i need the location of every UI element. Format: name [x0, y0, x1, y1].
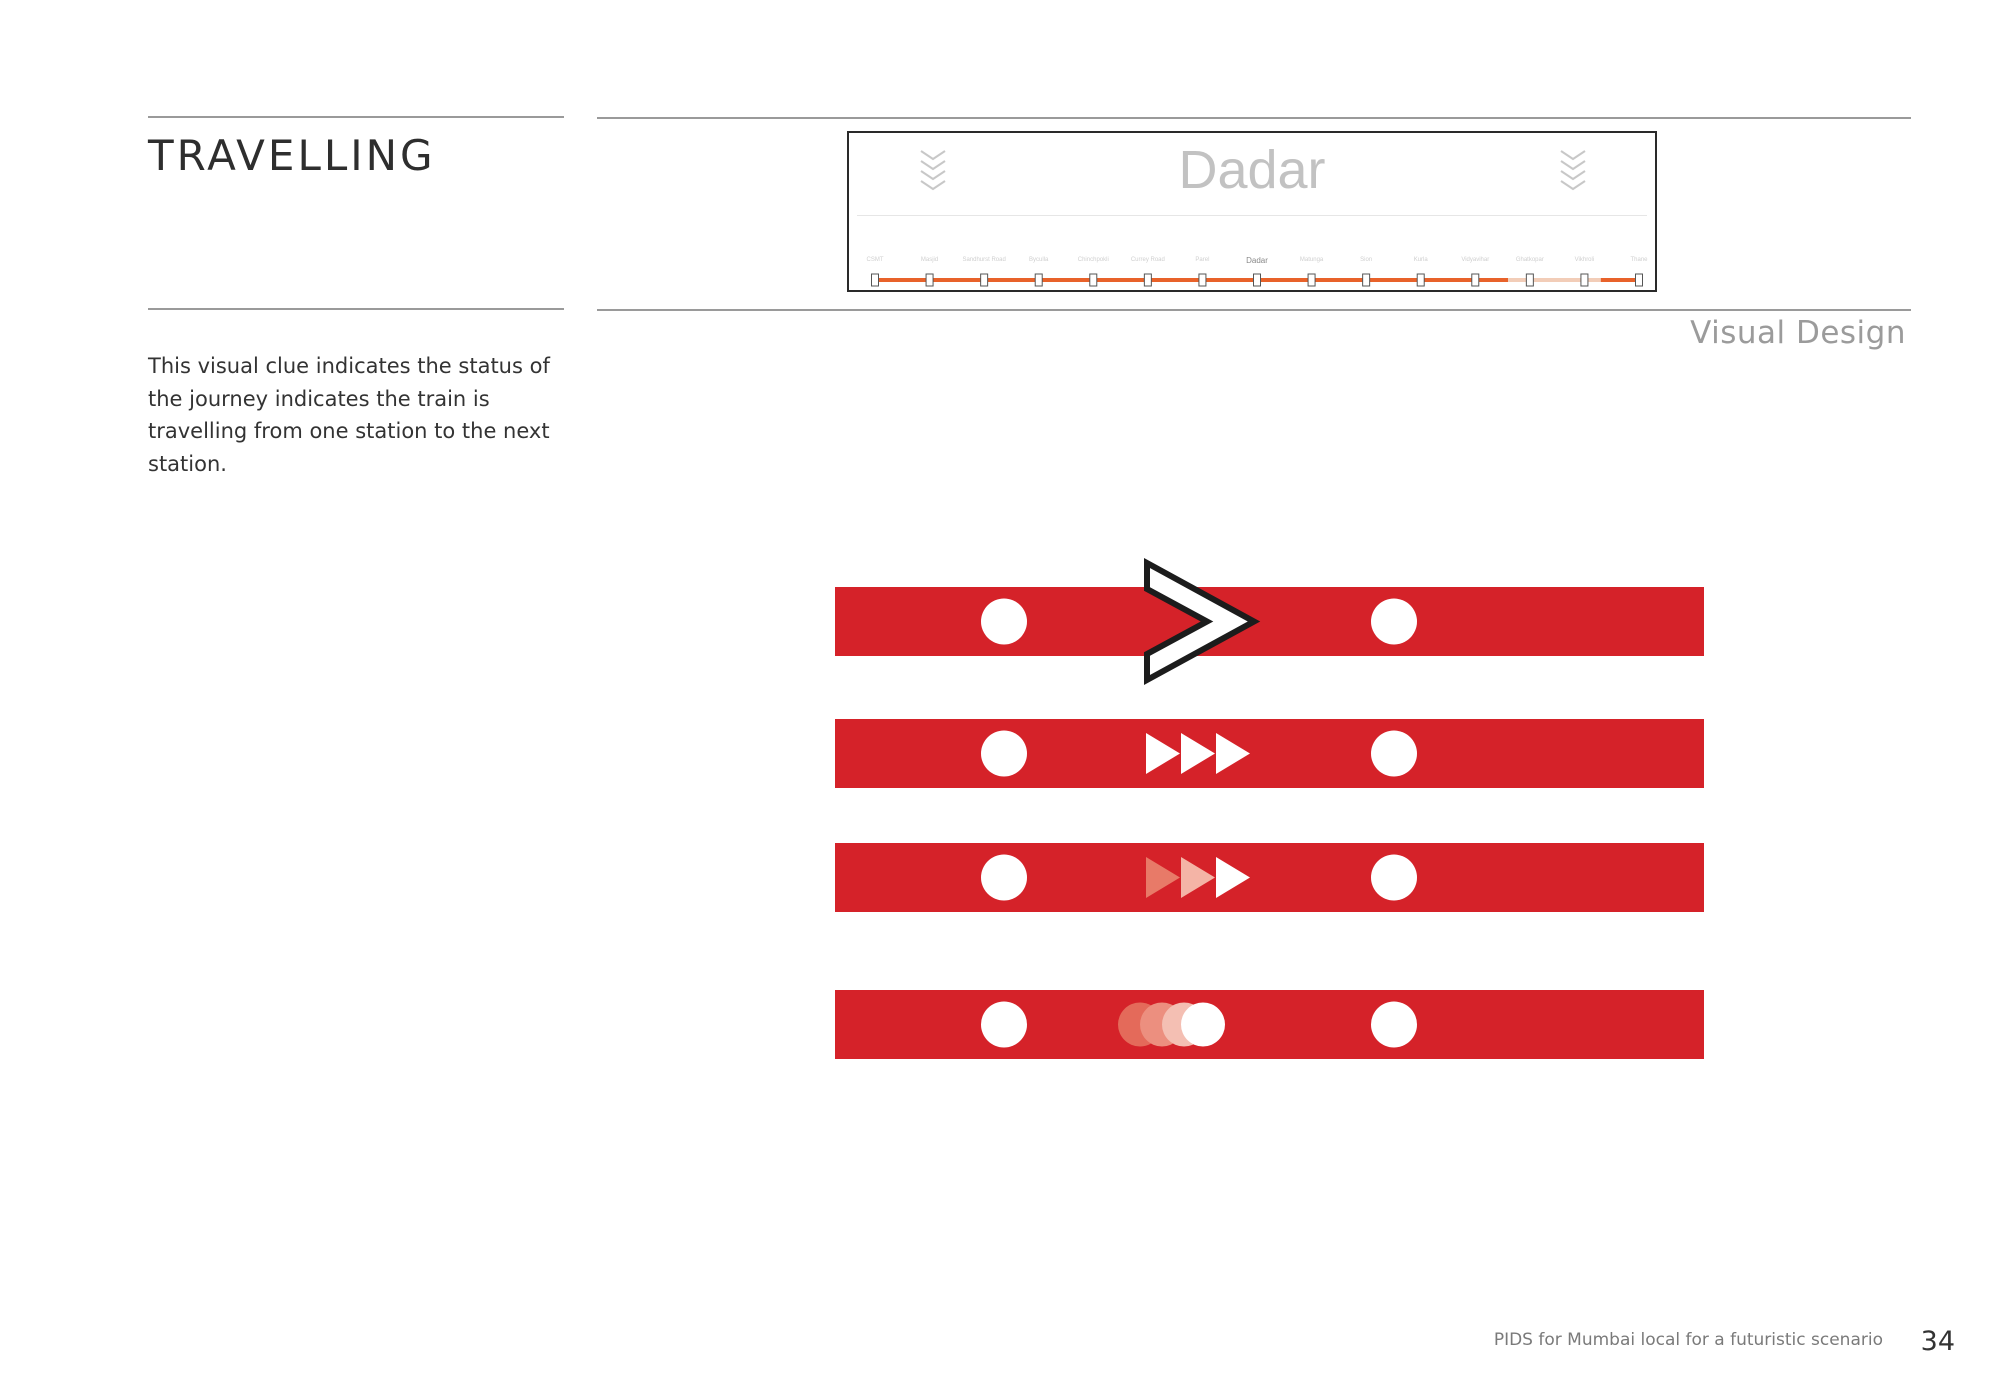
- pids-station-name: Dadar: [1178, 140, 1326, 200]
- station-marker-from: [981, 731, 1027, 777]
- pids-station-marker: [1526, 274, 1533, 286]
- pids-station-marker: [1472, 274, 1479, 286]
- status-bar-dot-trail: [835, 990, 1704, 1059]
- pids-station-marker: [926, 274, 933, 286]
- page-number: 34: [1920, 1326, 1955, 1357]
- header-rule-right: [597, 117, 1911, 119]
- pids-route-line: [849, 223, 1659, 293]
- chevron-right-outline-icon: [1147, 563, 1254, 680]
- pids-station-label: Vikhroli: [1574, 257, 1595, 263]
- station-marker-from: [981, 1002, 1027, 1048]
- station-marker-to: [1371, 1002, 1417, 1048]
- pids-station-marker: [1417, 274, 1424, 286]
- status-bar-triple-arrows: [835, 719, 1704, 788]
- header-rule-left: [148, 116, 564, 118]
- pids-station-marker: [1035, 274, 1042, 286]
- pids-display-preview: [847, 131, 1657, 292]
- pids-station-label: Sion: [1360, 257, 1373, 263]
- status-bar-fading-arrows: [835, 843, 1704, 912]
- pids-station-marker: [872, 274, 879, 286]
- pids-station-marker: [1199, 274, 1206, 286]
- station-marker-from: [981, 855, 1027, 901]
- triple-play-arrows-icon: [1146, 733, 1250, 774]
- description-text: This visual clue indicates the status of the journey indicates the train is travelling from one station to the next station.: [148, 354, 550, 476]
- title-rule-right: [597, 309, 1911, 311]
- triple-play-arrows-fading-icon: [1146, 857, 1250, 898]
- pids-station-label: Matunga: [1299, 257, 1324, 263]
- station-marker-to: [1371, 731, 1417, 777]
- chevron-down-stack-icon: [1559, 147, 1587, 195]
- pids-station-marker: [981, 274, 988, 286]
- station-marker-to: [1371, 599, 1417, 645]
- station-marker-to: [1371, 855, 1417, 901]
- pids-divider: [857, 215, 1647, 216]
- pids-station-marker: [1363, 274, 1370, 286]
- pids-station-label: Dadar: [1246, 256, 1268, 265]
- pids-station-label: Kurla: [1413, 257, 1428, 263]
- pids-station-label: Thane: [1630, 257, 1648, 263]
- pids-station-label: Parel: [1195, 257, 1210, 263]
- pids-station-marker: [1636, 274, 1643, 286]
- status-bar-chevron: [835, 587, 1704, 656]
- page-title: TRAVELLING: [148, 131, 436, 180]
- pids-station-marker: [1090, 274, 1097, 286]
- pids-station-label: Chinchpokli: [1077, 257, 1109, 263]
- dot-trail-icon: [1118, 1003, 1225, 1047]
- pids-station-marker: [1144, 274, 1151, 286]
- pids-station-label: Vidyavihar: [1461, 257, 1490, 263]
- pids-station-marker: [1581, 274, 1588, 286]
- pids-station-label: Sandhurst Road: [962, 257, 1006, 263]
- pids-station-label: Byculla: [1029, 257, 1049, 263]
- pids-station-label: Ghatkopar: [1515, 257, 1544, 263]
- title-rule-left: [148, 308, 564, 310]
- footer-text: PIDS for Mumbai local for a futuristic scenario: [1493, 1330, 1883, 1350]
- pids-station-label: CSMT: [866, 257, 884, 263]
- section-label: Visual Design: [1690, 315, 1906, 351]
- pids-station-marker: [1254, 274, 1261, 286]
- station-marker-from: [981, 599, 1027, 645]
- pids-station-marker: [1308, 274, 1315, 286]
- pids-station-label: Currey Road: [1130, 257, 1165, 263]
- pids-station-label: Masjid: [920, 257, 939, 263]
